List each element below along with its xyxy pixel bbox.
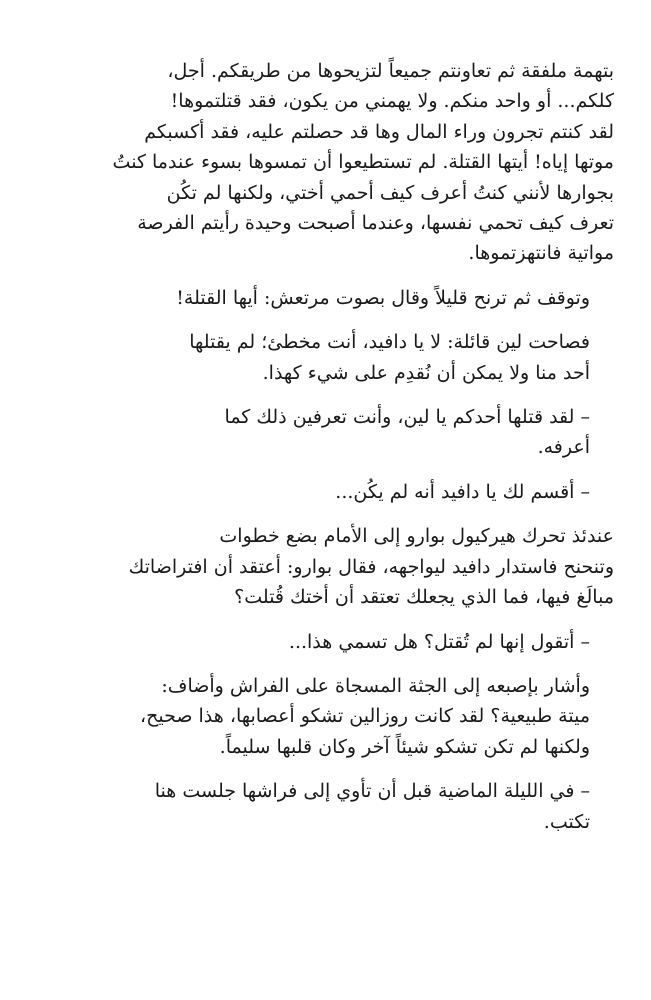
paragraph bbox=[36, 671, 614, 762]
text-line: ميتة طبيعية؟ لقد كانت روزالين تشكو أعصابها، هذا صحيح، bbox=[139, 705, 590, 728]
text-line: أعرفه. bbox=[537, 436, 590, 459]
text-line: لقد كنتم تجرون وراء المال وها قد حصلتم عليه، فقد أكسبكم bbox=[144, 120, 614, 143]
text-line: – أتقول إنها لم تُقتل؟ هل تسمي هذا... bbox=[288, 630, 590, 653]
text-line: مواتية فانتهزتموها. bbox=[468, 242, 614, 265]
text-line: وأشار بإصبعه إلى الجثة المسجاة على الفراش وأضاف: bbox=[161, 674, 590, 697]
paragraph bbox=[36, 402, 614, 463]
text-line: بتهمة ملفقة ثم تعاونتم جميعاً لتزيحوها من طريقكم. أجل، bbox=[167, 60, 614, 82]
text-line: تعرف كيف تحمي نفسها، وعندما أصبحت وحيدة رأيتم الفرصة bbox=[137, 212, 614, 235]
paragraph bbox=[36, 521, 614, 612]
book-page bbox=[36, 56, 614, 851]
text-line: بجوارها لأنني كنتُ أعرف كيف أحمي أختي، ولكنها لم تكُن bbox=[166, 181, 614, 204]
text-line: – أقسم لك يا دافيد أنه لم يكُن... bbox=[335, 480, 590, 503]
text-line: وتوقف ثم ترنح قليلاً وقال بصوت مرتعش: أيها القتلة! bbox=[176, 286, 590, 309]
paragraph bbox=[36, 627, 614, 657]
paragraph bbox=[36, 283, 614, 313]
paragraph bbox=[36, 776, 614, 837]
paragraph bbox=[36, 56, 614, 269]
text-line: وتنحنح فاستدار دافيد ليواجهه، فقال بوارو: أعتقد أن افتراضاتك bbox=[128, 555, 614, 578]
text-line: عندئذ تحرك هيركيول بوارو إلى الأمام بضع خطوات bbox=[219, 525, 614, 548]
text-line: مبالَغ فيها، فما الذي يجعلك تعتقد أن أختك قُتلت؟ bbox=[234, 586, 614, 609]
text-line: – لقد قتلها أحدكم يا لين، وأنت تعرفين ذلك كما bbox=[224, 406, 590, 429]
text-line: ولكنها لم تكن تشكو شيئاً آخر وكان قلبها سليماً. bbox=[219, 735, 590, 758]
text-line: موتها إياه! أيتها القتلة. لم تستطيعوا أن تمسوها بسوء عندما كنتُ bbox=[112, 151, 614, 174]
text-line: – في الليلة الماضية قبل أن تأوي إلى فراشها جلست هنا bbox=[154, 780, 590, 803]
paragraph bbox=[36, 477, 614, 507]
text-line: كلكم... أو واحد منكم. ولا يهمني من يكون، فقد قتلتموها! bbox=[170, 90, 614, 113]
text-line: أحد منا ولا يمكن أن نُقدِم على شيء كهذا. bbox=[262, 361, 590, 384]
text-line: تكتب. bbox=[543, 810, 590, 833]
text-line: فصاحت لين قائلة: لا يا دافيد، أنت مخطئ؛ لم يقتلها bbox=[189, 331, 590, 354]
paragraph bbox=[36, 327, 614, 388]
